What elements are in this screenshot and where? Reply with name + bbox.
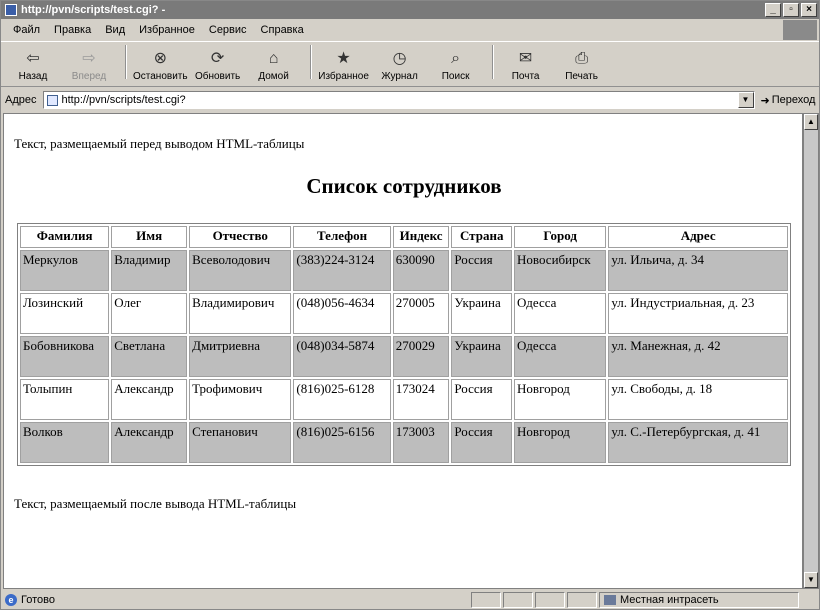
table-cell: 270005: [393, 293, 450, 334]
toolbar-button-label: Домой: [258, 71, 289, 82]
intranet-zone-icon: [604, 595, 616, 605]
address-value: http://pvn/scripts/test.cgi?: [61, 94, 186, 106]
column-header: Страна: [451, 226, 512, 248]
print-icon: ⎙: [575, 50, 588, 67]
table-cell: (816)025-6156: [293, 422, 390, 463]
table-cell: Олег: [111, 293, 187, 334]
table-cell: Толыпин: [20, 379, 109, 420]
go-label: Переход: [771, 94, 816, 106]
title-bar: [1, 1, 819, 19]
toolbar-separator: [310, 45, 312, 79]
toolbar-button-label: Избранное: [318, 71, 369, 82]
table-cell: Бобовникова: [20, 336, 109, 377]
status-cell: [503, 592, 533, 608]
status-cell: [535, 592, 565, 608]
table-row: [20, 379, 788, 420]
table-cell: Всеволодович: [189, 250, 291, 291]
table-cell: Александр: [111, 379, 187, 420]
search-icon: ⌕: [451, 50, 461, 67]
menu-item[interactable]: Сервис: [208, 24, 247, 36]
table-cell: Трофимович: [189, 379, 291, 420]
status-text: Готово: [21, 594, 55, 606]
ie-page-icon: [5, 4, 17, 16]
back-arrow-icon: ⇦: [26, 50, 40, 67]
toolbar-button-label: Обновить: [194, 71, 241, 82]
table-row: [20, 293, 788, 334]
toolbar-separator: [125, 45, 127, 79]
table-cell: Владимир: [111, 250, 187, 291]
menu-item[interactable]: Вид: [105, 24, 126, 36]
toolbar-button[interactable]: [133, 49, 188, 82]
toolbar-button-label: Назад: [18, 71, 48, 82]
page-viewport: [3, 113, 803, 589]
table-cell: Новосибирск: [514, 250, 606, 291]
table-cell: Украина: [451, 336, 512, 377]
table-cell: Александр: [111, 422, 187, 463]
toolbar-button[interactable]: [248, 49, 300, 82]
chevron-down-icon[interactable]: ▼: [738, 92, 754, 108]
scroll-down-icon[interactable]: ▼: [804, 572, 818, 588]
zone-indicator: [599, 592, 799, 608]
toolbar-button[interactable]: [7, 49, 59, 82]
before-table-text: Текст, размещаемый перед выводом HTML-таблицы: [14, 136, 305, 151]
table-cell: (048)034-5874: [293, 336, 390, 377]
table-cell: Одесса: [514, 293, 606, 334]
column-header: Адрес: [608, 226, 788, 248]
toolbar-button[interactable]: [318, 49, 370, 82]
table-cell: 630090: [393, 250, 450, 291]
status-left: [1, 594, 471, 606]
toolbar-button-label: Печать: [565, 71, 598, 82]
menu-item[interactable]: Файл: [13, 24, 41, 36]
table-cell: Степанович: [189, 422, 291, 463]
table-cell: ул. Манежная, д. 42: [608, 336, 788, 377]
table-cell: Светлана: [111, 336, 187, 377]
window-controls: [765, 3, 817, 17]
column-header: Отчество: [189, 226, 291, 248]
go-arrow-icon: ➜: [760, 94, 770, 107]
favorites-icon: ★: [336, 50, 351, 67]
employee-table: [17, 223, 791, 466]
vertical-scrollbar[interactable]: [803, 113, 819, 589]
table-cell: (816)025-6128: [293, 379, 390, 420]
toolbar-button-label: Вперед: [71, 71, 107, 82]
close-button[interactable]: ×: [801, 3, 817, 17]
toolbar-button[interactable]: [556, 49, 608, 82]
table-cell: Владимирович: [189, 293, 291, 334]
table-cell: 173003: [393, 422, 450, 463]
table-cell: (048)056-4634: [293, 293, 390, 334]
table-cell: (383)224-3124: [293, 250, 390, 291]
toolbar-button[interactable]: [192, 49, 244, 82]
toolbar-button-label: Почта: [511, 71, 540, 82]
table-cell: ул. Свободы, д. 18: [608, 379, 788, 420]
toolbar-button-label: Поиск: [441, 71, 470, 82]
toolbar-button-label: Журнал: [381, 71, 418, 82]
toolbar-separator: [492, 45, 494, 79]
ie-icon: e: [5, 594, 17, 606]
table-cell: ул. Ильича, д. 34: [608, 250, 788, 291]
menu-item[interactable]: Справка: [260, 24, 304, 36]
table-cell: Волков: [20, 422, 109, 463]
stop-icon: ⊗: [153, 50, 167, 67]
table-cell: ул. С.-Петербургская, д. 41: [608, 422, 788, 463]
minimize-button[interactable]: _: [765, 3, 781, 17]
scroll-up-icon[interactable]: ▲: [804, 114, 818, 130]
menu-bar: [1, 20, 819, 40]
table-row: [20, 336, 788, 377]
address-input[interactable]: [43, 91, 755, 109]
windows-logo-icon: [783, 20, 817, 40]
maximize-button[interactable]: ▫: [783, 3, 799, 17]
forward-arrow-icon: ⇨: [82, 50, 96, 67]
column-header: Имя: [111, 226, 187, 248]
table-cell: Меркулов: [20, 250, 109, 291]
zone-text: Местная интрасеть: [620, 594, 719, 606]
menu-item[interactable]: Избранное: [139, 24, 195, 36]
table-header-row: [20, 226, 788, 248]
history-icon: ◷: [392, 50, 407, 67]
toolbar-button[interactable]: [430, 49, 482, 82]
menu-item[interactable]: Правка: [54, 24, 92, 36]
column-header: Индекс: [393, 226, 450, 248]
window-title: http://pvn/scripts/test.cgi? -: [21, 4, 166, 16]
page-icon: [47, 95, 58, 106]
table-cell: 173024: [393, 379, 450, 420]
table-cell: Россия: [451, 250, 512, 291]
table-row: [20, 250, 788, 291]
table-cell: Новгород: [514, 422, 606, 463]
status-bar: [1, 590, 819, 610]
toolbar: [1, 41, 819, 87]
go-button[interactable]: [761, 94, 816, 107]
column-header: Телефон: [293, 226, 390, 248]
toolbar-button-label: Остановить: [133, 71, 188, 82]
status-cell: [471, 592, 501, 608]
column-header: Фамилия: [20, 226, 109, 248]
table-cell: Дмитриевна: [189, 336, 291, 377]
table-cell: ул. Индустриальная, д. 23: [608, 293, 788, 334]
table-cell: 270029: [393, 336, 450, 377]
table-cell: Украина: [451, 293, 512, 334]
table-cell: Россия: [451, 379, 512, 420]
table-cell: Одесса: [514, 336, 606, 377]
mail-icon: ✉: [518, 50, 533, 67]
address-bar: [1, 88, 819, 112]
column-header: Город: [514, 226, 606, 248]
table-cell: Лозинский: [20, 293, 109, 334]
table-row: [20, 422, 788, 463]
table-cell: Россия: [451, 422, 512, 463]
address-label: Адрес: [5, 94, 37, 106]
refresh-icon: ⟳: [210, 50, 225, 67]
toolbar-button[interactable]: [374, 49, 426, 82]
status-cell: [567, 592, 597, 608]
home-icon: ⌂: [268, 50, 279, 67]
after-table-text: Текст, размещаемый после вывода HTML-таблицы: [14, 496, 297, 511]
page-title: Список сотрудников: [306, 174, 502, 198]
table-cell: Новгород: [514, 379, 606, 420]
toolbar-button[interactable]: [500, 49, 552, 82]
toolbar-button[interactable]: [63, 49, 115, 82]
